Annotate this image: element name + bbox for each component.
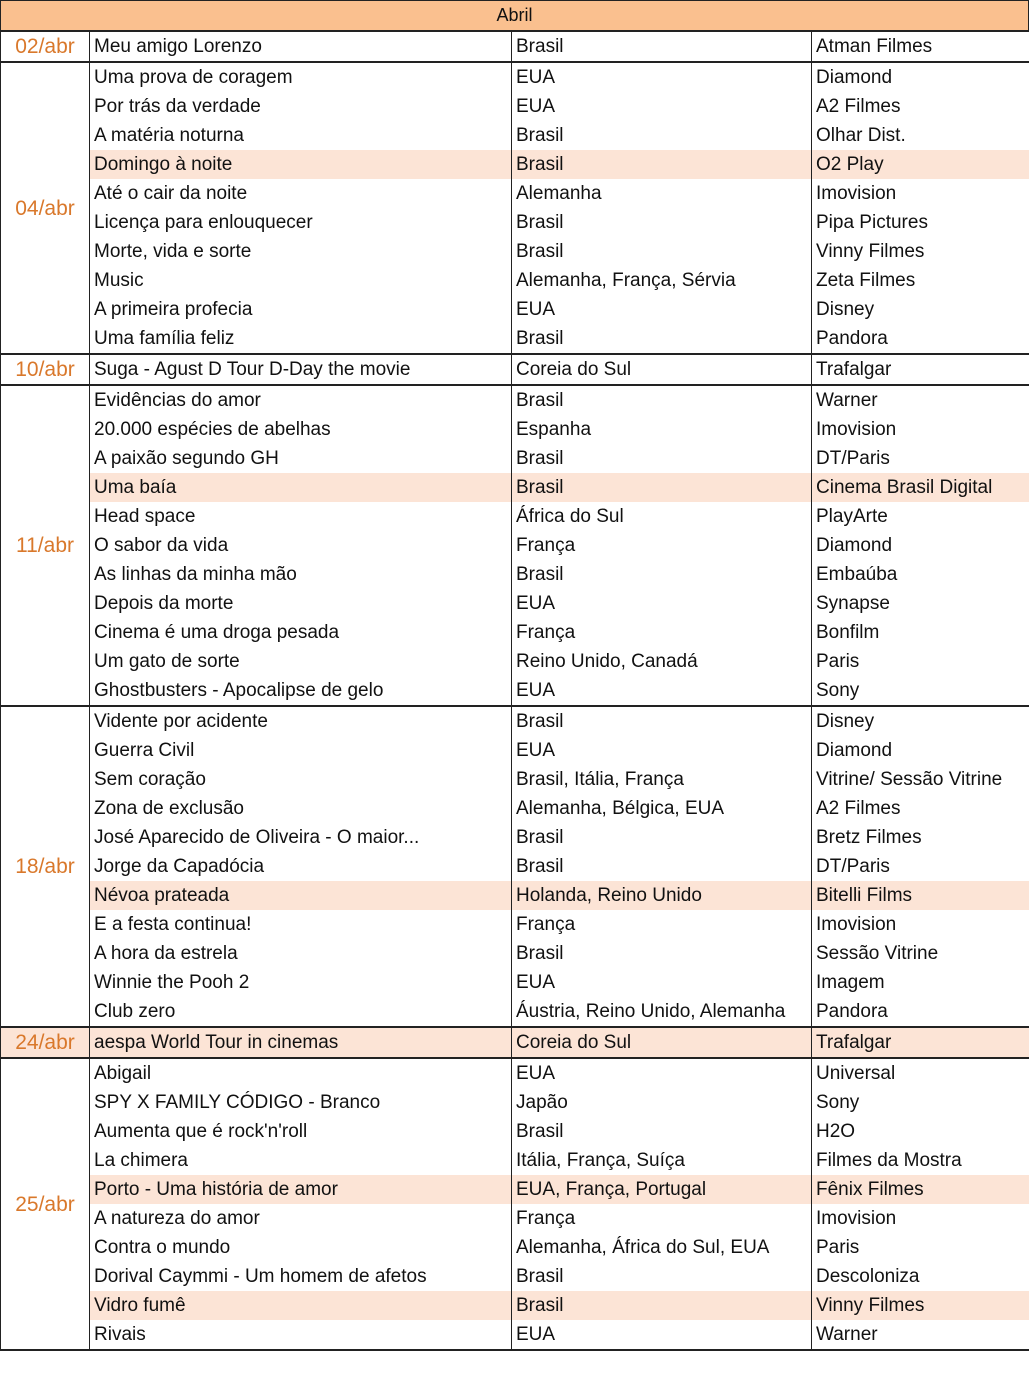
movie-distributor: Vitrine/ Sessão Vitrine [812,765,1029,794]
table-row [1,968,1029,997]
movie-title: aespa World Tour in cinemas [90,1027,512,1058]
table-row [1,324,1029,354]
movie-distributor: Diamond [812,62,1029,92]
movie-country: França [512,910,812,939]
table-row [1,237,1029,266]
movie-country: Itália, França, Suíça [512,1146,812,1175]
movie-title: Uma família feliz [90,324,512,354]
movie-distributor: Paris [812,1233,1029,1262]
movie-title: Music [90,266,512,295]
movie-distributor: Cinema Brasil Digital [812,473,1029,502]
movie-country: Alemanha, África do Sul, EUA [512,1233,812,1262]
movie-title: José Aparecido de Oliveira - O maior... [90,823,512,852]
movie-country: EUA [512,1058,812,1088]
movie-country: África do Sul [512,502,812,531]
movie-distributor: A2 Filmes [812,794,1029,823]
movie-title: 20.000 espécies de abelhas [90,415,512,444]
movie-distributor: Diamond [812,736,1029,765]
table-row [1,881,1029,910]
table-row [1,676,1029,706]
movie-title: Abigail [90,1058,512,1088]
movie-country: Alemanha, França, Sérvia [512,266,812,295]
movie-title: La chimera [90,1146,512,1175]
movie-distributor: Imovision [812,415,1029,444]
movie-country: Alemanha [512,179,812,208]
movie-title: A hora da estrela [90,939,512,968]
movie-title: Vidente por acidente [90,706,512,736]
release-date: 24/abr [1,1027,90,1058]
movie-distributor: Olhar Dist. [812,121,1029,150]
table-row [1,208,1029,237]
table-row [1,385,1029,415]
movie-distributor: Imovision [812,179,1029,208]
movie-title: Por trás da verdade [90,92,512,121]
table-row [1,31,1029,62]
table-row [1,1146,1029,1175]
movie-title: A primeira profecia [90,295,512,324]
table-row [1,1204,1029,1233]
table-row [1,1320,1029,1350]
release-date: 11/abr [1,385,90,706]
movie-distributor: Paris [812,647,1029,676]
table-row [1,1291,1029,1320]
movie-country: Brasil [512,706,812,736]
movie-distributor: Vinny Filmes [812,237,1029,266]
movie-country: EUA [512,62,812,92]
table-row [1,1027,1029,1058]
movie-country: EUA [512,736,812,765]
movie-distributor: Pipa Pictures [812,208,1029,237]
movie-distributor: Sony [812,676,1029,706]
release-date: 02/abr [1,31,90,62]
movie-country: Brasil [512,939,812,968]
movie-distributor: Disney [812,295,1029,324]
movie-distributor: Trafalgar [812,354,1029,385]
table-row [1,1262,1029,1291]
movie-distributor: Vinny Filmes [812,1291,1029,1320]
movie-distributor: Filmes da Mostra [812,1146,1029,1175]
table-row [1,852,1029,881]
table-row [1,794,1029,823]
table-row [1,1088,1029,1117]
table-row [1,765,1029,794]
movie-title: Até o cair da noite [90,179,512,208]
movie-country: Áustria, Reino Unido, Alemanha [512,997,812,1027]
table-row [1,179,1029,208]
movie-country: EUA [512,589,812,618]
movie-distributor: PlayArte [812,502,1029,531]
table-row [1,354,1029,385]
movie-country: Japão [512,1088,812,1117]
movie-country: Brasil [512,208,812,237]
table-row [1,736,1029,765]
movie-country: Reino Unido, Canadá [512,647,812,676]
release-table [0,30,1029,1351]
table-row [1,92,1029,121]
movie-country: Brasil [512,1117,812,1146]
movie-title: A natureza do amor [90,1204,512,1233]
movie-country: Coreia do Sul [512,1027,812,1058]
movie-country: Espanha [512,415,812,444]
movie-title: Morte, vida e sorte [90,237,512,266]
movie-title: Dorival Caymmi - Um homem de afetos [90,1262,512,1291]
table-row [1,531,1029,560]
movie-country: EUA [512,295,812,324]
movie-country: Brasil [512,324,812,354]
movie-distributor: Bretz Filmes [812,823,1029,852]
movie-title: Club zero [90,997,512,1027]
movie-country: Holanda, Reino Unido [512,881,812,910]
movie-distributor: Zeta Filmes [812,266,1029,295]
movie-country: Brasil [512,1291,812,1320]
movie-distributor: Diamond [812,531,1029,560]
movie-distributor: Bitelli Films [812,881,1029,910]
movie-distributor: Bonfilm [812,618,1029,647]
table-row [1,1175,1029,1204]
table-row [1,823,1029,852]
movie-distributor: O2 Play [812,150,1029,179]
movie-title: Licença para enlouquecer [90,208,512,237]
movie-distributor: Pandora [812,997,1029,1027]
movie-distributor: Imovision [812,910,1029,939]
movie-country: França [512,1204,812,1233]
movie-title: A matéria noturna [90,121,512,150]
release-date: 25/abr [1,1058,90,1350]
movie-distributor: Fênix Filmes [812,1175,1029,1204]
table-row [1,910,1029,939]
movie-distributor: Embaúba [812,560,1029,589]
movie-country: Brasil [512,852,812,881]
table-row [1,266,1029,295]
table-row [1,502,1029,531]
movie-country: EUA [512,92,812,121]
movie-title: As linhas da minha mão [90,560,512,589]
movie-title: Porto - Uma história de amor [90,1175,512,1204]
movie-title: Rivais [90,1320,512,1350]
movie-title: Domingo à noite [90,150,512,179]
movie-title: SPY X FAMILY CÓDIGO - Branco [90,1088,512,1117]
movie-distributor: Descoloniza [812,1262,1029,1291]
movie-country: Alemanha, Bélgica, EUA [512,794,812,823]
movie-distributor: DT/Paris [812,852,1029,881]
movie-title: Depois da morte [90,589,512,618]
table-row [1,415,1029,444]
release-date: 04/abr [1,62,90,354]
movie-country: EUA [512,968,812,997]
movie-distributor: Imovision [812,1204,1029,1233]
movie-country: Brasil [512,31,812,62]
table-row [1,62,1029,92]
movie-title: Head space [90,502,512,531]
table-row [1,939,1029,968]
movie-distributor: Warner [812,1320,1029,1350]
movie-country: Brasil, Itália, França [512,765,812,794]
movie-title: Uma baía [90,473,512,502]
table-row [1,560,1029,589]
movie-country: Brasil [512,560,812,589]
table-row [1,295,1029,324]
movie-country: EUA [512,1320,812,1350]
movie-country: França [512,531,812,560]
movie-distributor: H2O [812,1117,1029,1146]
movie-country: Brasil [512,150,812,179]
table-row [1,444,1029,473]
movie-distributor: Trafalgar [812,1027,1029,1058]
movie-distributor: Imagem [812,968,1029,997]
month-header: Abril [0,0,1029,31]
movie-country: EUA [512,676,812,706]
movie-country: Brasil [512,444,812,473]
movie-title: A paixão segundo GH [90,444,512,473]
movie-distributor: Pandora [812,324,1029,354]
release-date: 18/abr [1,706,90,1027]
movie-distributor: Disney [812,706,1029,736]
movie-title: Vidro fumê [90,1291,512,1320]
movie-title: E a festa continua! [90,910,512,939]
movie-title: Aumenta que é rock'n'roll [90,1117,512,1146]
movie-country: França [512,618,812,647]
table-row [1,150,1029,179]
movie-distributor: A2 Filmes [812,92,1029,121]
movie-country: Coreia do Sul [512,354,812,385]
movie-title: Guerra Civil [90,736,512,765]
movie-country: Brasil [512,473,812,502]
table-row [1,706,1029,736]
movie-distributor: Universal [812,1058,1029,1088]
movie-distributor: Warner [812,385,1029,415]
movie-distributor: Atman Filmes [812,31,1029,62]
movie-title: Evidências do amor [90,385,512,415]
movie-title: Suga - Agust D Tour D-Day the movie [90,354,512,385]
table-row [1,647,1029,676]
movie-title: Cinema é uma droga pesada [90,618,512,647]
movie-title: Contra o mundo [90,1233,512,1262]
release-date: 10/abr [1,354,90,385]
table-row [1,1058,1029,1088]
movie-title: Winnie the Pooh 2 [90,968,512,997]
movie-title: Ghostbusters - Apocalipse de gelo [90,676,512,706]
table-row [1,997,1029,1027]
movie-title: Um gato de sorte [90,647,512,676]
movie-country: Brasil [512,121,812,150]
movie-title: Uma prova de coragem [90,62,512,92]
movie-title: Jorge da Capadócia [90,852,512,881]
movie-country: Brasil [512,823,812,852]
table-row [1,1117,1029,1146]
movie-country: Brasil [512,237,812,266]
table-row [1,618,1029,647]
movie-country: EUA, França, Portugal [512,1175,812,1204]
table-row [1,121,1029,150]
table-row [1,589,1029,618]
movie-country: Brasil [512,1262,812,1291]
movie-title: Sem coração [90,765,512,794]
movie-distributor: Sessão Vitrine [812,939,1029,968]
table-row [1,1233,1029,1262]
movie-title: Meu amigo Lorenzo [90,31,512,62]
movie-title: O sabor da vida [90,531,512,560]
movie-distributor: Synapse [812,589,1029,618]
movie-title: Zona de exclusão [90,794,512,823]
movie-title: Névoa prateada [90,881,512,910]
movie-distributor: DT/Paris [812,444,1029,473]
movie-distributor: Sony [812,1088,1029,1117]
table-row [1,473,1029,502]
movie-country: Brasil [512,385,812,415]
